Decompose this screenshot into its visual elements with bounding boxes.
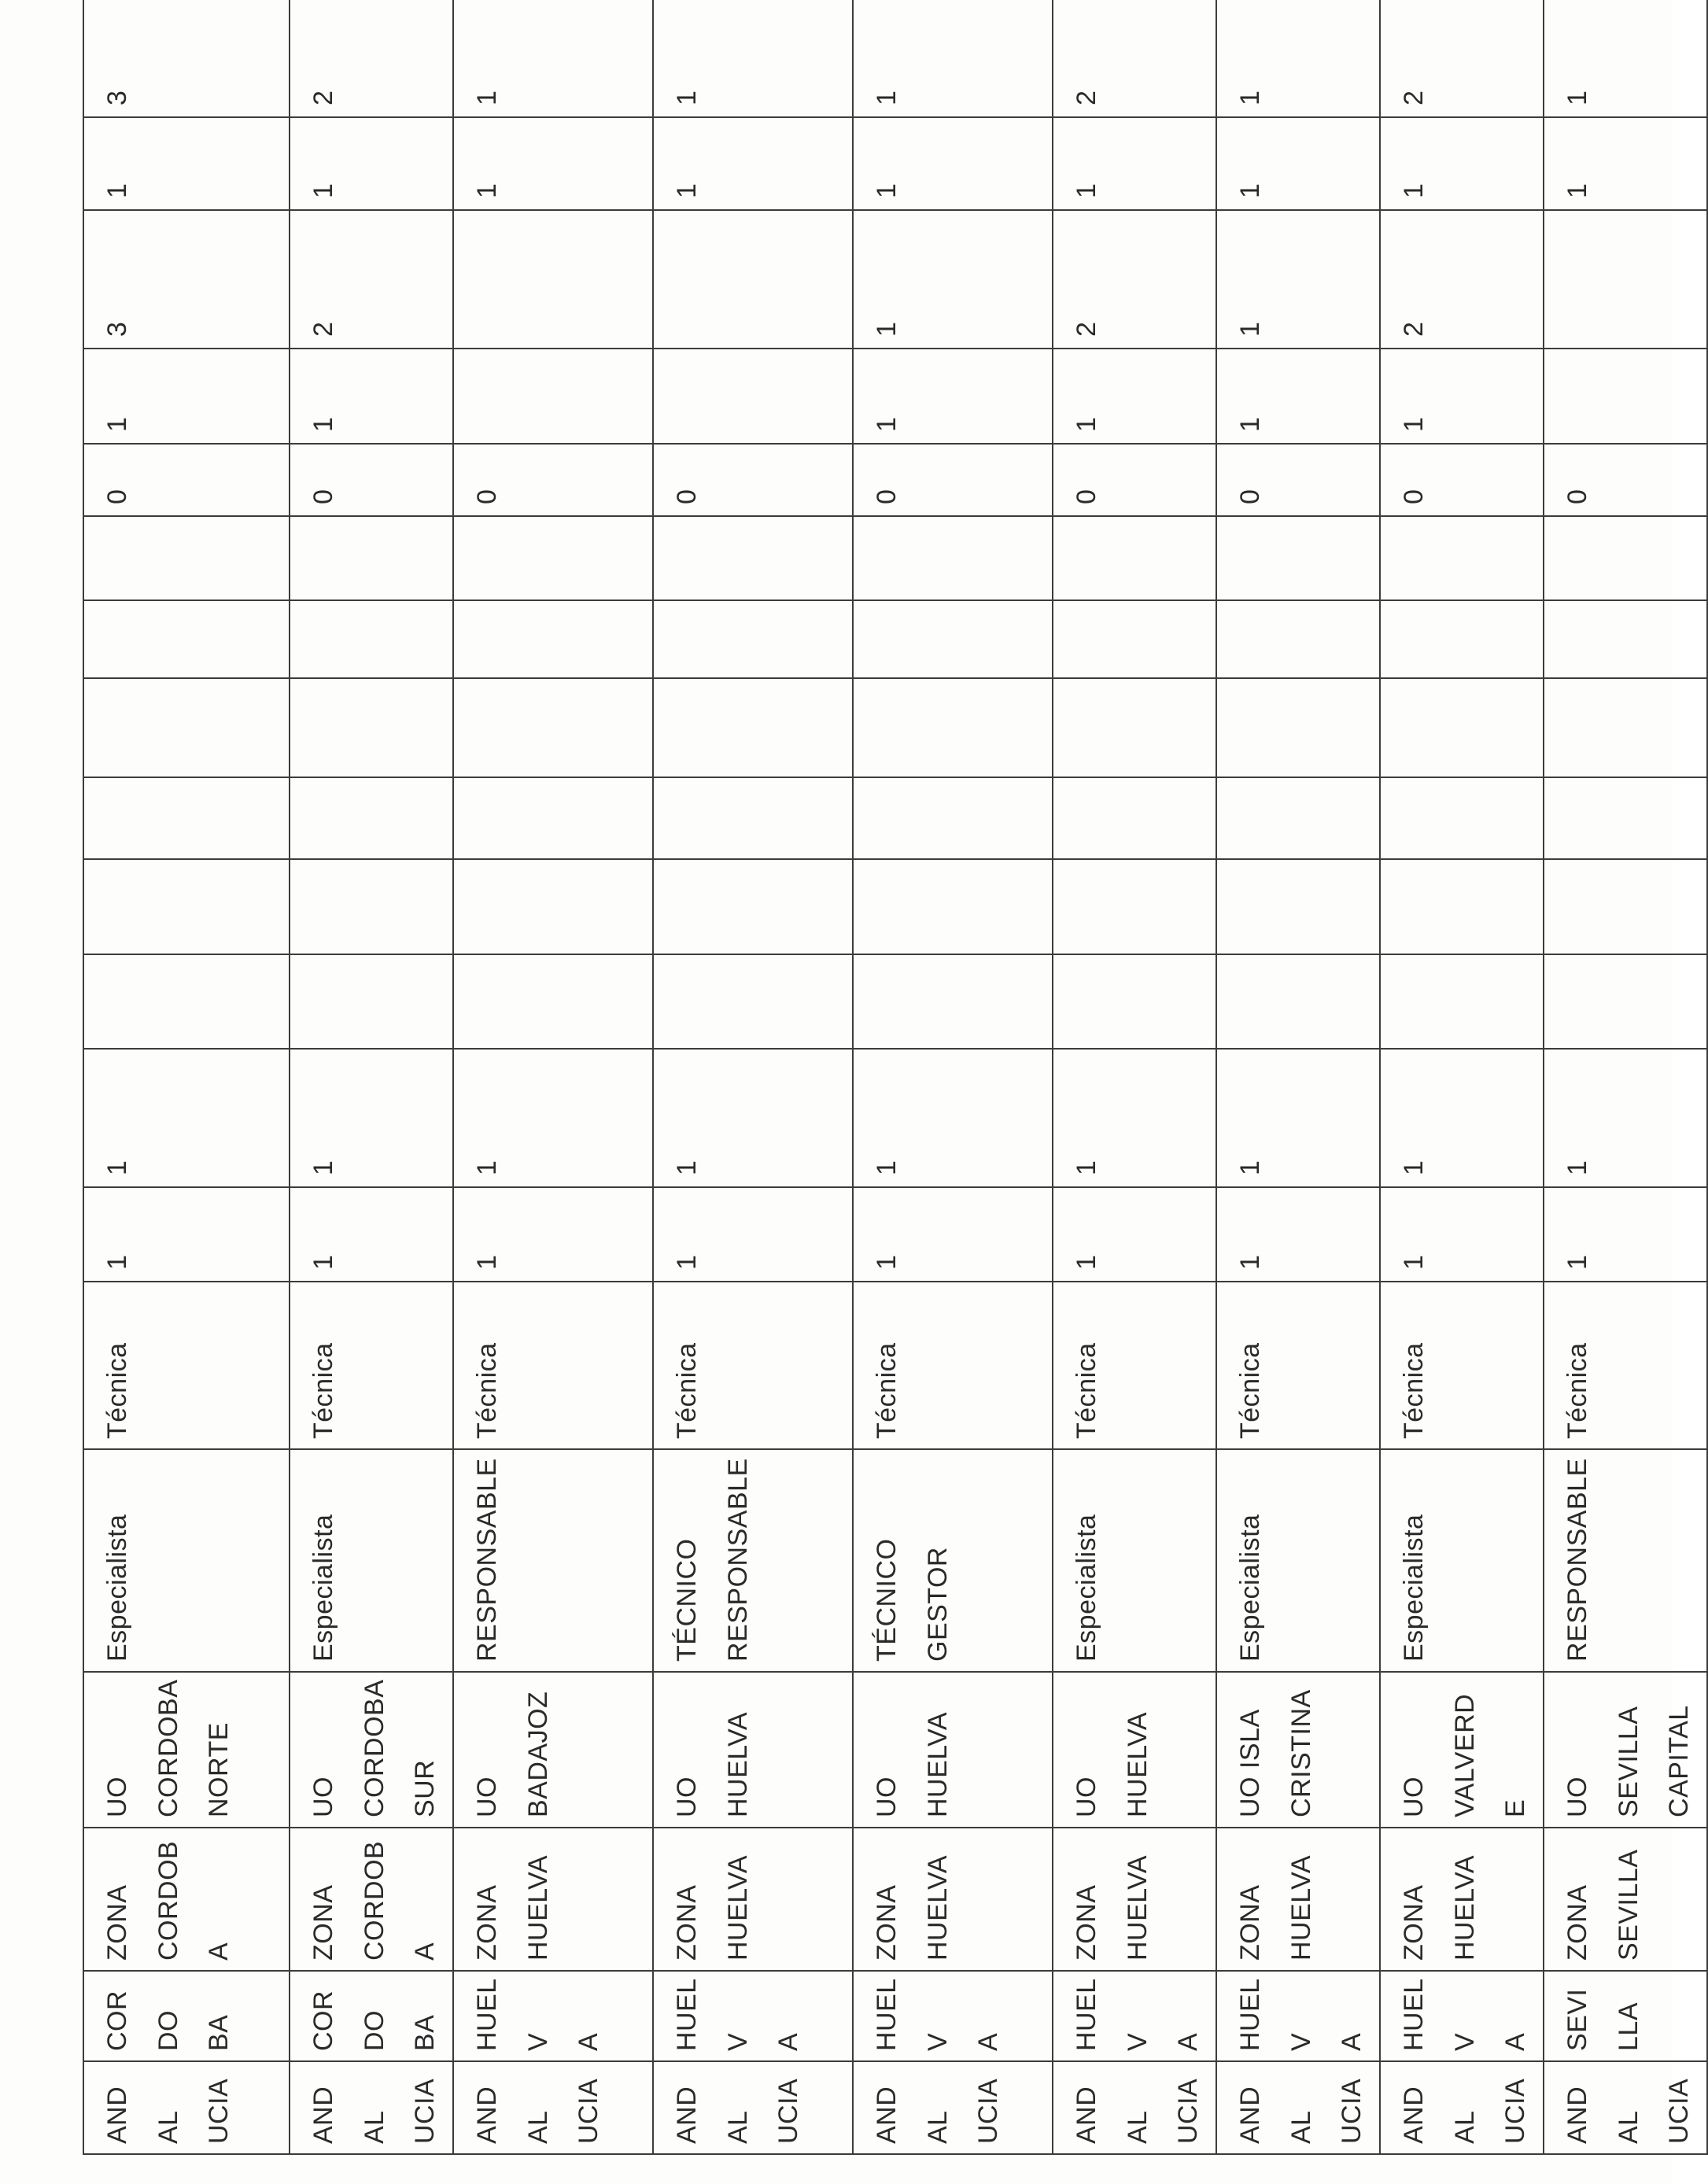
cell-blank-6 bbox=[290, 516, 453, 600]
cell-blank-6 bbox=[1216, 516, 1380, 600]
cell-province: CORDO BA bbox=[290, 1971, 453, 2061]
cell-blank-4 bbox=[1544, 678, 1707, 777]
cell-val-b: 1 bbox=[1544, 1049, 1707, 1187]
cell-blank-6 bbox=[1380, 516, 1544, 600]
cell-val-a: 1 bbox=[83, 1187, 290, 1282]
cell-unit: UO HUELVA bbox=[853, 1672, 1053, 1828]
cell-val-d: 1 bbox=[290, 349, 453, 444]
cell-role: Especialista bbox=[1380, 1449, 1544, 1672]
staff-table bbox=[83, 0, 1708, 2155]
cell-val-b: 1 bbox=[290, 1049, 453, 1187]
cell-blank-3 bbox=[1216, 777, 1380, 859]
cell-category: Técnica bbox=[1053, 1282, 1216, 1449]
cell-val-g: 3 bbox=[83, 0, 290, 117]
cell-val-f: 1 bbox=[853, 117, 1053, 210]
cell-province: HUELV A bbox=[1216, 1971, 1380, 2061]
cell-category: Técnica bbox=[653, 1282, 853, 1449]
cell-val-b: 1 bbox=[1053, 1049, 1216, 1187]
cell-region: ANDAL UCIA bbox=[1544, 2061, 1707, 2154]
cell-val-e bbox=[1544, 210, 1707, 349]
cell-val-g: 1 bbox=[1544, 0, 1707, 117]
cell-blank-2 bbox=[653, 859, 853, 954]
cell-val-e: 2 bbox=[1053, 210, 1216, 349]
cell-unit: UO VALVERDE bbox=[1380, 1672, 1544, 1828]
cell-val-c: 0 bbox=[1544, 444, 1707, 516]
cell-unit: UO CORDOBA SUR bbox=[290, 1672, 453, 1828]
cell-blank-4 bbox=[290, 678, 453, 777]
cell-blank-4 bbox=[83, 678, 290, 777]
table-row bbox=[1053, 0, 1216, 2154]
cell-blank-3 bbox=[853, 777, 1053, 859]
cell-val-e: 1 bbox=[1216, 210, 1380, 349]
cell-unit: UO CORDOBA NORTE bbox=[83, 1672, 290, 1828]
cell-region: ANDAL UCIA bbox=[83, 2061, 290, 2154]
cell-category: Técnica bbox=[853, 1282, 1053, 1449]
cell-province: HUELV A bbox=[453, 1971, 653, 2061]
cell-val-c: 0 bbox=[1216, 444, 1380, 516]
cell-role: TÉCNICO GESTOR bbox=[853, 1449, 1053, 1672]
cell-blank-6 bbox=[853, 516, 1053, 600]
cell-val-b: 1 bbox=[853, 1049, 1053, 1187]
cell-val-e bbox=[653, 210, 853, 349]
table-row bbox=[453, 0, 653, 2154]
cell-val-f: 1 bbox=[1216, 117, 1380, 210]
cell-unit: UO SEVILLA CAPITAL bbox=[1544, 1672, 1707, 1828]
table-row bbox=[1544, 0, 1707, 2154]
cell-blank-2 bbox=[1053, 859, 1216, 954]
table-row bbox=[83, 0, 290, 2154]
cell-unit: UO HUELVA bbox=[653, 1672, 853, 1828]
cell-blank-3 bbox=[83, 777, 290, 859]
cell-blank-5 bbox=[453, 600, 653, 678]
cell-val-d: 1 bbox=[83, 349, 290, 444]
cell-blank-3 bbox=[1544, 777, 1707, 859]
cell-val-a: 1 bbox=[1053, 1187, 1216, 1282]
cell-region: ANDAL UCIA bbox=[853, 2061, 1053, 2154]
cell-blank-2 bbox=[1380, 859, 1544, 954]
cell-val-d: 1 bbox=[1380, 349, 1544, 444]
cell-region: ANDAL UCIA bbox=[653, 2061, 853, 2154]
table-row bbox=[653, 0, 853, 2154]
cell-blank-2 bbox=[290, 859, 453, 954]
cell-blank-2 bbox=[83, 859, 290, 954]
cell-blank-5 bbox=[1053, 600, 1216, 678]
cell-val-g: 1 bbox=[653, 0, 853, 117]
cell-blank-3 bbox=[1380, 777, 1544, 859]
cell-blank-1 bbox=[653, 954, 853, 1049]
cell-val-f: 1 bbox=[453, 117, 653, 210]
cell-val-e: 2 bbox=[290, 210, 453, 349]
cell-val-a: 1 bbox=[853, 1187, 1053, 1282]
cell-category: Técnica bbox=[453, 1282, 653, 1449]
cell-val-a: 1 bbox=[290, 1187, 453, 1282]
cell-blank-5 bbox=[1216, 600, 1380, 678]
cell-val-a: 1 bbox=[453, 1187, 653, 1282]
cell-val-c: 0 bbox=[653, 444, 853, 516]
cell-val-b: 1 bbox=[453, 1049, 653, 1187]
cell-role: Especialista bbox=[1053, 1449, 1216, 1672]
cell-category: Técnica bbox=[83, 1282, 290, 1449]
cell-blank-3 bbox=[653, 777, 853, 859]
cell-val-a: 1 bbox=[653, 1187, 853, 1282]
cell-val-d bbox=[653, 349, 853, 444]
cell-blank-6 bbox=[453, 516, 653, 600]
cell-province: CORDO BA bbox=[83, 1971, 290, 2061]
cell-region: ANDAL UCIA bbox=[453, 2061, 653, 2154]
cell-blank-4 bbox=[1216, 678, 1380, 777]
cell-blank-3 bbox=[290, 777, 453, 859]
cell-blank-4 bbox=[853, 678, 1053, 777]
cell-province: HUELV A bbox=[653, 1971, 853, 2061]
cell-val-b: 1 bbox=[83, 1049, 290, 1187]
cell-val-f: 1 bbox=[1053, 117, 1216, 210]
cell-val-c: 0 bbox=[83, 444, 290, 516]
cell-zone: ZONA HUELVA bbox=[1053, 1828, 1216, 1971]
cell-blank-1 bbox=[1380, 954, 1544, 1049]
cell-val-c: 0 bbox=[853, 444, 1053, 516]
cell-blank-2 bbox=[853, 859, 1053, 954]
cell-val-g: 2 bbox=[290, 0, 453, 117]
cell-val-g: 1 bbox=[1216, 0, 1380, 117]
table-row bbox=[1380, 0, 1544, 2154]
cell-zone: ZONA HUELVA bbox=[653, 1828, 853, 1971]
cell-zone: ZONA HUELVA bbox=[1380, 1828, 1544, 1971]
cell-val-a: 1 bbox=[1380, 1187, 1544, 1282]
cell-role: TÉCNICO RESPONSABLE bbox=[653, 1449, 853, 1672]
cell-blank-3 bbox=[1053, 777, 1216, 859]
cell-category: Técnica bbox=[1380, 1282, 1544, 1449]
cell-val-d bbox=[453, 349, 653, 444]
cell-region: ANDAL UCIA bbox=[1380, 2061, 1544, 2154]
cell-role: RESPONSABLE bbox=[1544, 1449, 1707, 1672]
cell-blank-5 bbox=[1380, 600, 1544, 678]
table-row bbox=[290, 0, 453, 2154]
cell-val-d: 1 bbox=[853, 349, 1053, 444]
cell-region: ANDAL UCIA bbox=[1053, 2061, 1216, 2154]
cell-val-d: 1 bbox=[1216, 349, 1380, 444]
cell-val-c: 0 bbox=[1380, 444, 1544, 516]
cell-blank-1 bbox=[1053, 954, 1216, 1049]
cell-blank-5 bbox=[290, 600, 453, 678]
cell-val-f: 1 bbox=[83, 117, 290, 210]
cell-blank-6 bbox=[653, 516, 853, 600]
cell-zone: ZONA SEVILLA bbox=[1544, 1828, 1707, 1971]
cell-province: HUELV A bbox=[1053, 1971, 1216, 2061]
cell-blank-4 bbox=[1380, 678, 1544, 777]
cell-role: Especialista bbox=[290, 1449, 453, 1672]
cell-role: Especialista bbox=[1216, 1449, 1380, 1672]
cell-zone: ZONA CORDOBA bbox=[290, 1828, 453, 1971]
cell-region: ANDAL UCIA bbox=[1216, 2061, 1380, 2154]
cell-blank-1 bbox=[453, 954, 653, 1049]
cell-blank-1 bbox=[83, 954, 290, 1049]
cell-blank-2 bbox=[453, 859, 653, 954]
cell-val-f: 1 bbox=[1380, 117, 1544, 210]
cell-val-e: 1 bbox=[853, 210, 1053, 349]
cell-province: HUELV A bbox=[853, 1971, 1053, 2061]
cell-blank-1 bbox=[1544, 954, 1707, 1049]
cell-province: SEVILLA bbox=[1544, 1971, 1707, 2061]
cell-val-c: 0 bbox=[453, 444, 653, 516]
cell-category: Técnica bbox=[1216, 1282, 1380, 1449]
cell-blank-1 bbox=[1216, 954, 1380, 1049]
cell-val-e: 2 bbox=[1380, 210, 1544, 349]
cell-blank-2 bbox=[1544, 859, 1707, 954]
cell-blank-4 bbox=[453, 678, 653, 777]
cell-zone: ZONA HUELVA bbox=[1216, 1828, 1380, 1971]
table-row bbox=[853, 0, 1053, 2154]
cell-blank-5 bbox=[653, 600, 853, 678]
cell-role: RESPONSABLE bbox=[453, 1449, 653, 1672]
cell-val-b: 1 bbox=[1380, 1049, 1544, 1187]
cell-region: ANDAL UCIA bbox=[290, 2061, 453, 2154]
cell-val-d: 1 bbox=[1053, 349, 1216, 444]
cell-blank-5 bbox=[853, 600, 1053, 678]
cell-val-a: 1 bbox=[1544, 1187, 1707, 1282]
cell-blank-2 bbox=[1216, 859, 1380, 954]
cell-blank-4 bbox=[1053, 678, 1216, 777]
cell-zone: ZONA CORDOBA bbox=[83, 1828, 290, 1971]
cell-blank-3 bbox=[453, 777, 653, 859]
cell-blank-6 bbox=[1544, 516, 1707, 600]
cell-val-e bbox=[453, 210, 653, 349]
cell-blank-6 bbox=[83, 516, 290, 600]
cell-role: Especialista bbox=[83, 1449, 290, 1672]
cell-unit: UO ISLA CRISTINA bbox=[1216, 1672, 1380, 1828]
cell-val-g: 2 bbox=[1053, 0, 1216, 117]
cell-unit: UO BADAJOZ bbox=[453, 1672, 653, 1828]
cell-val-g: 2 bbox=[1380, 0, 1544, 117]
cell-blank-4 bbox=[653, 678, 853, 777]
cell-val-e: 3 bbox=[83, 210, 290, 349]
table-row bbox=[1216, 0, 1380, 2154]
cell-val-f: 1 bbox=[290, 117, 453, 210]
cell-val-b: 1 bbox=[1216, 1049, 1380, 1187]
cell-val-d bbox=[1544, 349, 1707, 444]
cell-val-g: 1 bbox=[853, 0, 1053, 117]
cell-val-c: 0 bbox=[1053, 444, 1216, 516]
cell-blank-1 bbox=[853, 954, 1053, 1049]
cell-province: HUELV A bbox=[1380, 1971, 1544, 2061]
cell-val-g: 1 bbox=[453, 0, 653, 117]
cell-category: Técnica bbox=[1544, 1282, 1707, 1449]
cell-val-f: 1 bbox=[653, 117, 853, 210]
cell-blank-5 bbox=[83, 600, 290, 678]
cell-val-b: 1 bbox=[653, 1049, 853, 1187]
cell-unit: UO HUELVA bbox=[1053, 1672, 1216, 1828]
cell-blank-1 bbox=[290, 954, 453, 1049]
cell-blank-6 bbox=[1053, 516, 1216, 600]
cell-val-a: 1 bbox=[1216, 1187, 1380, 1282]
cell-category: Técnica bbox=[290, 1282, 453, 1449]
cell-zone: ZONA HUELVA bbox=[853, 1828, 1053, 1971]
cell-val-f: 1 bbox=[1544, 117, 1707, 210]
cell-blank-5 bbox=[1544, 600, 1707, 678]
cell-val-c: 0 bbox=[290, 444, 453, 516]
cell-zone: ZONA HUELVA bbox=[453, 1828, 653, 1971]
